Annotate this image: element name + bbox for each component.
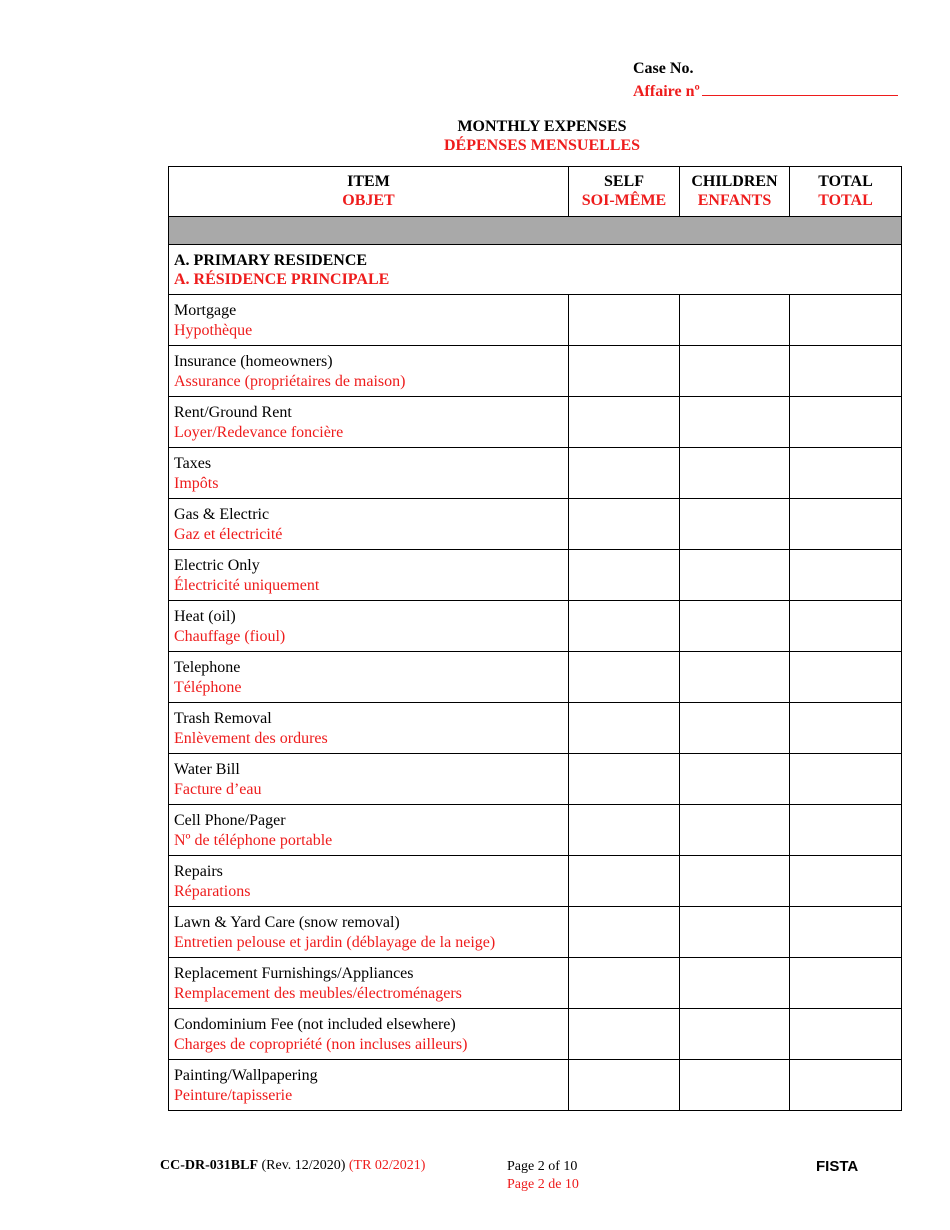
column-header-children [680, 167, 790, 217]
children-amount-field[interactable] [680, 499, 790, 550]
expense-item-cell [169, 907, 569, 958]
expense-item-label-en: Rent/Ground Rent [174, 404, 292, 421]
expense-item-cell [169, 346, 569, 397]
expense-item-label-fr: Enlèvement des ordures [174, 729, 328, 747]
expense-item-label-fr: Facture d’eau [174, 780, 262, 798]
case-number-label: Case No. [633, 60, 694, 77]
gray-separator-row [169, 217, 902, 245]
expense-item-label-fr: Assurance (propriétaires de maison) [174, 372, 406, 390]
total-amount-field[interactable] [790, 958, 902, 1009]
expense-item-label-en: Repairs [174, 863, 223, 880]
form-translation-revision: (TR 02/2021) [348, 1158, 426, 1173]
children-amount-field[interactable] [680, 601, 790, 652]
total-amount-field[interactable] [790, 805, 902, 856]
page-number [507, 1158, 579, 1194]
self-amount-field[interactable] [569, 1060, 680, 1111]
expense-item-label-fr: Entretien pelouse et jardin (déblayage de la neige) [174, 933, 496, 951]
self-amount-field[interactable] [569, 805, 680, 856]
column-header-fr: ENFANTS [697, 192, 772, 209]
total-amount-field[interactable] [790, 295, 902, 346]
table-header-row [169, 167, 902, 217]
expense-item-cell [169, 1060, 569, 1111]
self-amount-field[interactable] [569, 346, 680, 397]
section-heading-en: A. PRIMARY RESIDENCE [174, 251, 368, 269]
page-number-fr: Page 2 de 10 [507, 1177, 579, 1192]
total-amount-field[interactable] [790, 397, 902, 448]
table-row [169, 805, 902, 856]
expense-item-cell [169, 1009, 569, 1060]
total-amount-field[interactable] [790, 703, 902, 754]
expense-item-label-fr: Loyer/Redevance foncière [174, 423, 344, 441]
self-amount-field[interactable] [569, 397, 680, 448]
self-amount-field[interactable] [569, 550, 680, 601]
children-amount-field[interactable] [680, 448, 790, 499]
table-row [169, 907, 902, 958]
column-header-en: SELF [603, 173, 644, 190]
expense-item-label-en: Water Bill [174, 761, 240, 778]
total-amount-field[interactable] [790, 856, 902, 907]
children-amount-field[interactable] [680, 1009, 790, 1060]
children-amount-field[interactable] [680, 346, 790, 397]
column-header-fr: TOTAL [818, 192, 873, 209]
table-row [169, 754, 902, 805]
total-amount-field[interactable] [790, 754, 902, 805]
page-title-en: MONTHLY EXPENSES [457, 118, 627, 135]
page-number-en: Page 2 of 10 [507, 1159, 578, 1174]
table-row [169, 958, 902, 1009]
expense-item-label-en: Cell Phone/Pager [174, 812, 286, 829]
expense-item-label-fr: Peinture/tapisserie [174, 1086, 293, 1104]
expense-item-cell [169, 805, 569, 856]
case-number-field[interactable] [702, 79, 898, 96]
column-header-total [790, 167, 902, 217]
expense-item-cell [169, 958, 569, 1009]
gray-separator-cell [169, 217, 902, 245]
children-amount-field[interactable] [680, 1060, 790, 1111]
expense-item-label-fr: Chauffage (fioul) [174, 627, 286, 645]
section-heading [169, 245, 902, 295]
total-amount-field[interactable] [790, 601, 902, 652]
page-title [168, 117, 916, 155]
expense-item-label-en: Condominium Fee (not included elsewhere) [174, 1016, 456, 1033]
table-row [169, 652, 902, 703]
expense-item-label-en: Electric Only [174, 557, 260, 574]
case-number-block [633, 59, 898, 102]
total-amount-field[interactable] [790, 346, 902, 397]
expense-item-label-fr: Charges de copropriété (non incluses ailleurs) [174, 1035, 468, 1053]
expense-item-label-fr: Remplacement des meubles/électroménagers [174, 984, 462, 1002]
children-amount-field[interactable] [680, 805, 790, 856]
total-amount-field[interactable] [790, 550, 902, 601]
total-amount-field[interactable] [790, 1060, 902, 1111]
expense-item-label-fr: Impôts [174, 474, 219, 492]
expense-item-cell [169, 397, 569, 448]
expense-item-label-en: Replacement Furnishings/Appliances [174, 965, 414, 982]
form-id: CC-DR-031BLF [160, 1158, 258, 1173]
form-identifier [160, 1157, 425, 1175]
children-amount-field[interactable] [680, 958, 790, 1009]
self-amount-field[interactable] [569, 1009, 680, 1060]
self-amount-field[interactable] [569, 754, 680, 805]
column-header-en: ITEM [347, 173, 390, 190]
table-row [169, 1009, 902, 1060]
table-row [169, 499, 902, 550]
expense-item-cell [169, 499, 569, 550]
column-header-en: CHILDREN [691, 173, 778, 190]
expense-item-label-en: Painting/Wallpapering [174, 1067, 318, 1084]
self-amount-field[interactable] [569, 448, 680, 499]
column-header-fr: OBJET [342, 192, 395, 209]
expense-item-cell [169, 856, 569, 907]
monthly-expenses-table [168, 166, 902, 1111]
self-amount-field[interactable] [569, 601, 680, 652]
children-amount-field[interactable] [680, 856, 790, 907]
self-amount-field[interactable] [569, 856, 680, 907]
column-header-item [169, 167, 569, 217]
children-amount-field[interactable] [680, 754, 790, 805]
expense-item-cell [169, 448, 569, 499]
expense-item-cell [169, 550, 569, 601]
total-amount-field[interactable] [790, 499, 902, 550]
children-amount-field[interactable] [680, 397, 790, 448]
column-header-fr: SOI-MÊME [581, 192, 667, 209]
children-amount-field[interactable] [680, 295, 790, 346]
table-row [169, 550, 902, 601]
expense-item-label-en: Heat (oil) [174, 608, 236, 625]
expense-item-label-en: Telephone [174, 659, 241, 676]
expense-item-label-en: Trash Removal [174, 710, 272, 727]
expense-item-label-fr: Téléphone [174, 678, 242, 696]
expense-item-label-en: Mortgage [174, 302, 237, 319]
expense-item-label-fr: Gaz et électricité [174, 525, 283, 543]
children-amount-field[interactable] [680, 550, 790, 601]
self-amount-field[interactable] [569, 703, 680, 754]
expense-item-cell [169, 295, 569, 346]
children-amount-field[interactable] [680, 652, 790, 703]
expense-item-cell [169, 601, 569, 652]
total-amount-field[interactable] [790, 907, 902, 958]
table-row [169, 1060, 902, 1111]
self-amount-field[interactable] [569, 958, 680, 1009]
expense-item-label-en: Gas & Electric [174, 506, 270, 523]
self-amount-field[interactable] [569, 499, 680, 550]
form-revision: (Rev. 12/2020) [261, 1158, 346, 1173]
expense-item-label-en: Taxes [174, 455, 212, 472]
expense-item-label-fr: Réparations [174, 882, 251, 900]
table-row [169, 856, 902, 907]
children-amount-field[interactable] [680, 907, 790, 958]
page-title-fr: DÉPENSES MENSUELLES [443, 137, 641, 154]
brand-label: FISTA [816, 1158, 859, 1175]
total-amount-field[interactable] [790, 448, 902, 499]
case-number-label-fr-text: Affaire nº [633, 83, 700, 100]
total-amount-field[interactable] [790, 652, 902, 703]
table-row [169, 703, 902, 754]
expense-item-cell [169, 703, 569, 754]
expense-item-label-fr: Électricité uniquement [174, 576, 320, 594]
expense-item-label-fr: Hypothèque [174, 321, 253, 339]
table-row [169, 295, 902, 346]
column-header-en: TOTAL [818, 173, 873, 190]
expense-item-label-en: Insurance (homeowners) [174, 353, 333, 370]
expense-item-label-fr: Nº de téléphone portable [174, 831, 333, 849]
self-amount-field[interactable] [569, 907, 680, 958]
table-row [169, 601, 902, 652]
table-row [169, 397, 902, 448]
expense-item-cell [169, 652, 569, 703]
section-row-primary-residence [169, 245, 902, 295]
case-number-label-fr [633, 79, 898, 102]
total-amount-field[interactable] [790, 1009, 902, 1060]
self-amount-field[interactable] [569, 652, 680, 703]
column-header-self [569, 167, 680, 217]
children-amount-field[interactable] [680, 703, 790, 754]
table-row [169, 346, 902, 397]
expense-item-cell [169, 754, 569, 805]
section-heading-fr: A. RÉSIDENCE PRINCIPALE [174, 270, 390, 288]
expense-item-label-en: Lawn & Yard Care (snow removal) [174, 914, 400, 931]
self-amount-field[interactable] [569, 295, 680, 346]
table-row [169, 448, 902, 499]
